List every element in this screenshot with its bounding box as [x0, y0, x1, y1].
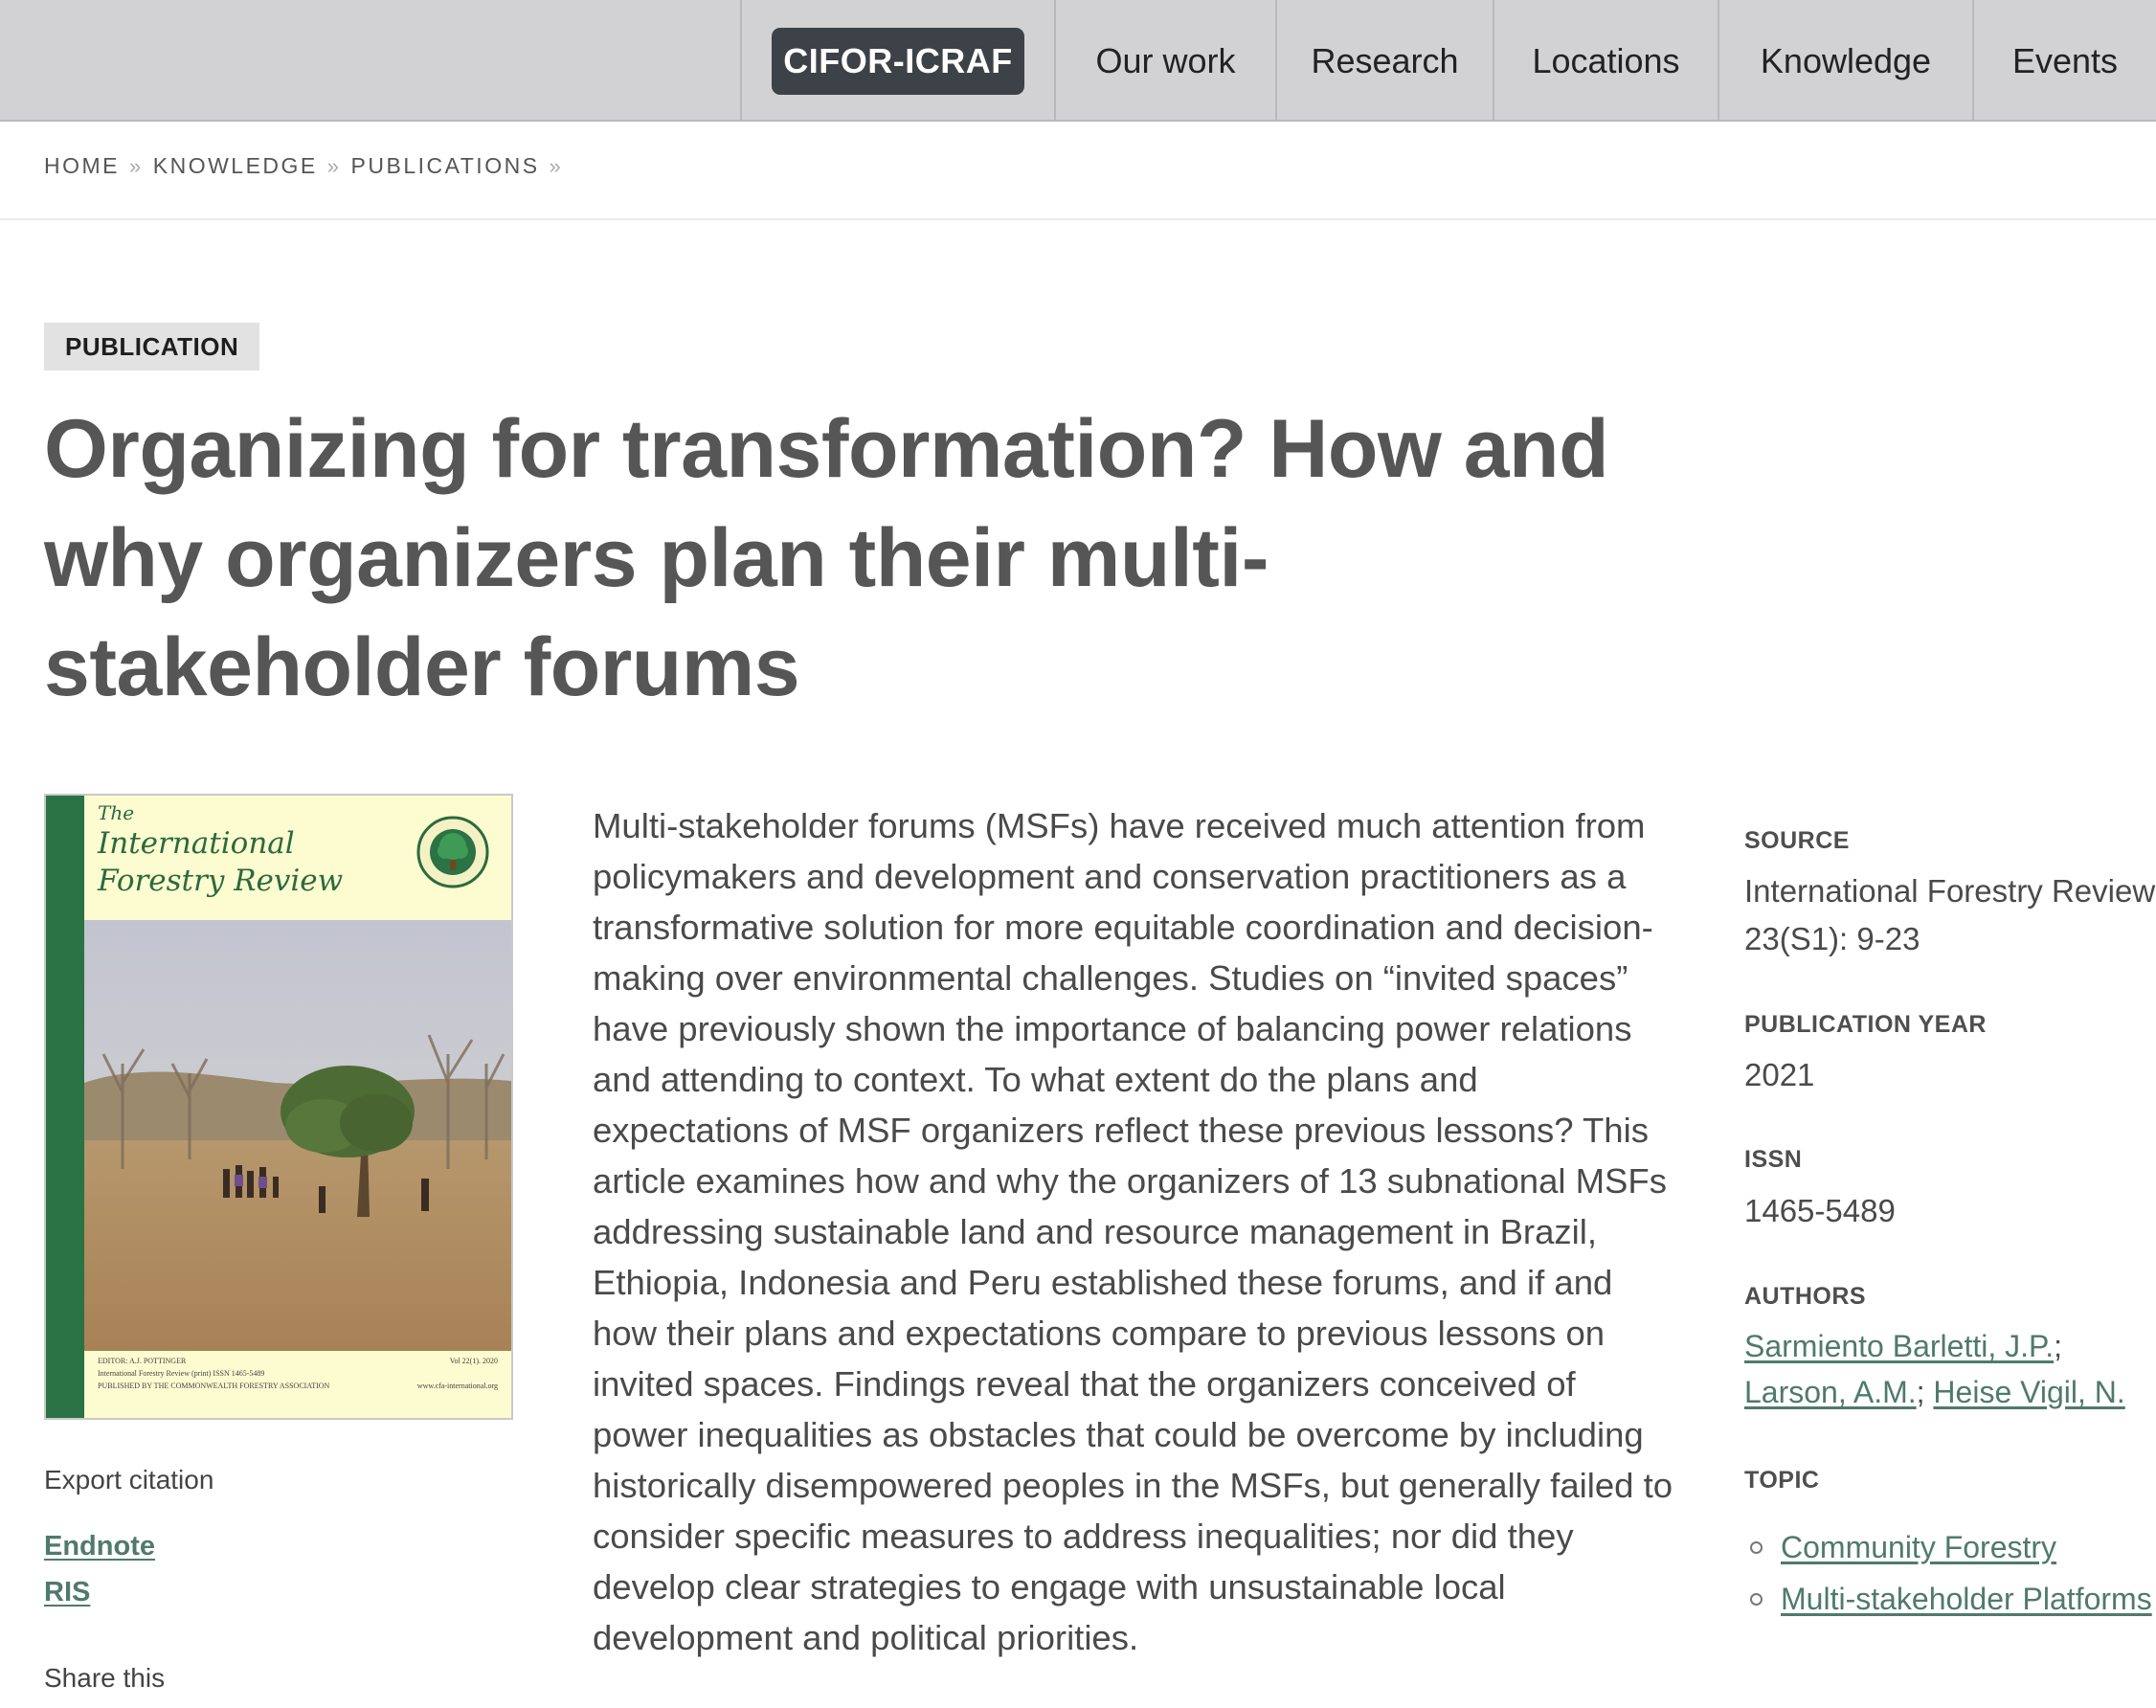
issn-label: ISSN: [1744, 1146, 1803, 1173]
topic-link-community-forestry[interactable]: Community Forestry: [1781, 1530, 2057, 1564]
nav-our-work[interactable]: [1054, 0, 1275, 122]
breadcrumb-divider: [0, 218, 2156, 220]
source-label: SOURCE: [1744, 827, 1850, 854]
nav-locations[interactable]: [1493, 0, 1718, 122]
breadcrumb: [44, 153, 573, 179]
nav-locations-label[interactable]: Locations: [1532, 40, 1680, 80]
nav-knowledge[interactable]: [1718, 0, 1972, 122]
topic-link-multi-stakeholder-platforms[interactable]: Multi-stakeholder Platforms: [1781, 1582, 2152, 1616]
author-link[interactable]: Larson, A.M.: [1744, 1375, 1917, 1409]
cover-footer-text: EDITOR: A.J. POTTINGER Vol 22(1). 2020 International Forestry Review (print) ISSN 1465-5489 PUBLISHED BY THE COMMONWEALTH FORESTRY ASSOCIATION www.cfa-international.org: [98, 1357, 498, 1390]
forestry-association-seal-icon: [415, 815, 490, 889]
export-ris-link[interactable]: RIS: [44, 1577, 91, 1607]
nav-our-work-label[interactable]: Our work: [1095, 40, 1236, 80]
bullet-circle-icon: [1750, 1541, 1763, 1554]
author-link[interactable]: Heise Vigil, N.: [1933, 1375, 2125, 1409]
breadcrumb-separator: »: [549, 153, 564, 178]
cover-photo-landscape: [84, 920, 511, 1351]
brand-logo-link[interactable]: [740, 0, 1054, 122]
publication-year-value: 2021: [1744, 1057, 1815, 1092]
cover-journal-the: The: [98, 801, 135, 824]
publication-abstract: Multi-stakeholder forums (MSFs) have received much attention from policymakers and development and conservation practitioners as a transformative solution for more equitable coordination and decision-making over environmental challenges. Studies on “invited spaces” have previously shown the importance of balancing power relations and attending to context. To what extent do the plans and expectations of MSF organizers reflect these previous lessons? This article examines how and why the organizers of 13 subnational MSFs addressing sustainable land and resource management in Brazil, Ethiopia, Indonesia and Peru established these forums, and if and how their plans and expectations compare to previous lessons on invited spaces. Findings reveal that the organizers conceived of power inequalities as obstacles that could be overcome by including historically disempowered peoples in the MSFs, but generally failed to consider specific measures to address inequalities; nor did they develop clear strategies to engage with unsustainable local development and political priorities.: [593, 806, 1673, 1657]
content-type-badge: PUBLICATION: [44, 323, 259, 371]
breadcrumb-separator: »: [129, 153, 144, 178]
topic-list: [1744, 1524, 2156, 1628]
nav-research-label[interactable]: Research: [1311, 40, 1459, 80]
page-title: Organizing for transformation? How and why organizers plan their multi-stakeholder forums: [44, 403, 1609, 713]
journal-cover-image: [44, 794, 513, 1420]
author-separator: ;: [2054, 1329, 2062, 1363]
breadcrumb-publications[interactable]: PUBLICATIONS: [350, 153, 540, 178]
breadcrumb-separator: »: [326, 153, 342, 178]
share-label: Share this: [44, 1663, 166, 1693]
author-link[interactable]: Sarmiento Barletti, J.P.: [1744, 1329, 2055, 1363]
authors-list: [1744, 1323, 2156, 1415]
author-separator: ;: [1916, 1375, 1934, 1409]
cover-journal-line1: International: [98, 826, 295, 861]
breadcrumb-knowledge[interactable]: KNOWLEDGE: [152, 153, 318, 178]
export-endnote-link[interactable]: Endnote: [44, 1531, 155, 1562]
authors-label: AUTHORS: [1744, 1283, 1867, 1310]
topic-item: [1744, 1524, 2156, 1570]
brand-logo[interactable]: CIFOR-ICRAF: [772, 28, 1023, 95]
nav-knowledge-label[interactable]: Knowledge: [1760, 40, 1932, 80]
cover-journal-title: [98, 801, 343, 900]
main-nav: [740, 0, 2156, 122]
source-value: International Forestry Review 23(S1): 9-23: [1744, 873, 2156, 956]
nav-research[interactable]: [1275, 0, 1493, 122]
topic-item: [1744, 1576, 2156, 1622]
breadcrumb-home[interactable]: HOME: [44, 153, 120, 178]
top-navigation-bar: [0, 0, 2156, 122]
cover-journal-line2: Forestry Review: [98, 863, 344, 898]
issn-value: 1465-5489: [1744, 1193, 1896, 1228]
cover-spine: [46, 796, 84, 1418]
export-citation-label: Export citation: [44, 1465, 214, 1494]
nav-events-label[interactable]: Events: [2011, 40, 2119, 80]
topic-label: TOPIC: [1744, 1467, 1820, 1494]
bullet-circle-icon: [1750, 1593, 1763, 1606]
publication-year-label: PUBLICATION YEAR: [1744, 1011, 1987, 1038]
nav-events[interactable]: [1972, 0, 2156, 122]
